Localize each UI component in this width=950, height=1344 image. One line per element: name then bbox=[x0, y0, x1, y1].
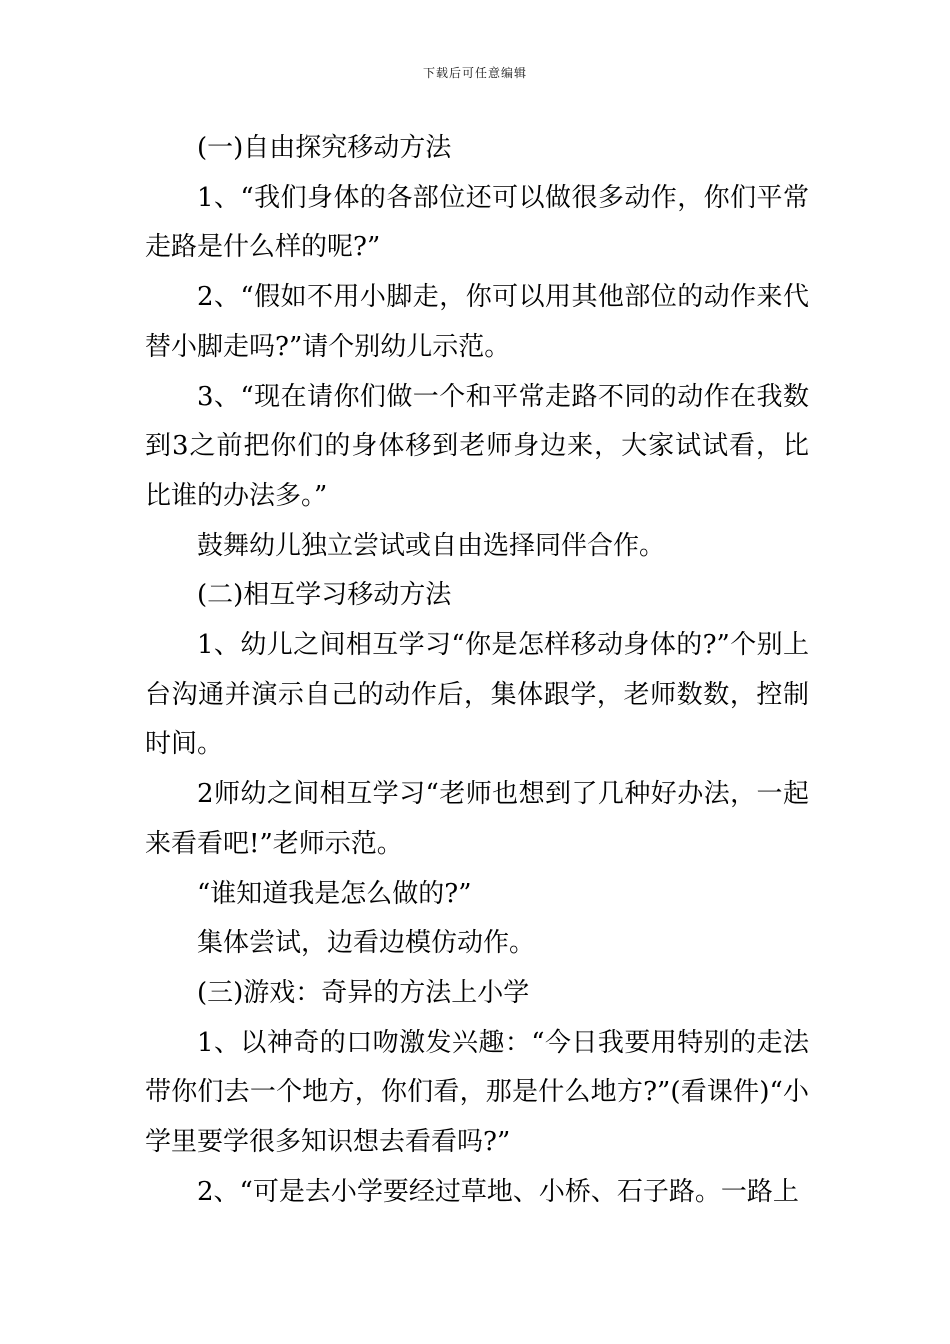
paragraph: 1、“我们身体的各部位还可以做很多动作，你们平常走路是什么样的呢?” bbox=[145, 182, 809, 263]
paragraph: 1、以神奇的口吻激发兴趣：“今日我要用特别的走法带你们去一个地方，你们看，那是什么地方?”(看课件)“小学里要学很多知识想去看看吗?” bbox=[145, 1027, 809, 1158]
page-header: 下载后可任意编辑 bbox=[422, 66, 527, 80]
paragraph: 2、“可是去小学要经过草地、小桥、石子路。一路上 bbox=[197, 1176, 799, 1207]
document-body bbox=[145, 124, 809, 1217]
paragraph: 集体尝试，边看边模仿动作。 bbox=[197, 928, 536, 959]
section-heading-1: (一)自由探究移动方法 bbox=[197, 133, 452, 163]
paragraph: 3、“现在请你们做一个和平常走路不同的动作在我数到3之前把你们的身体移到老师身边来，大家试试看，比比谁的办法多。” bbox=[145, 381, 809, 511]
paragraph: 2师幼之间相互学习“老师也想到了几种好办法，一起来看看吧!”老师示范。 bbox=[145, 779, 809, 859]
section-heading-3: (三)游戏：奇异的方法上小学 bbox=[197, 977, 530, 1008]
section-heading-2: (二)相互学习移动方法 bbox=[197, 580, 452, 611]
paragraph: 1、幼儿之间相互学习“你是怎样移动身体的?”个别上台沟通并演示自己的动作后，集体跟学，老师数数，控制时间。 bbox=[145, 630, 809, 760]
paragraph: 2、“假如不用小脚走，你可以用其他部位的动作来代替小脚走吗?”请个别幼儿示范。 bbox=[145, 282, 809, 362]
paragraph: 鼓舞幼儿独立尝试或自由选择同伴合作。 bbox=[197, 530, 666, 561]
paragraph: “谁知道我是怎么做的?” bbox=[197, 878, 472, 909]
